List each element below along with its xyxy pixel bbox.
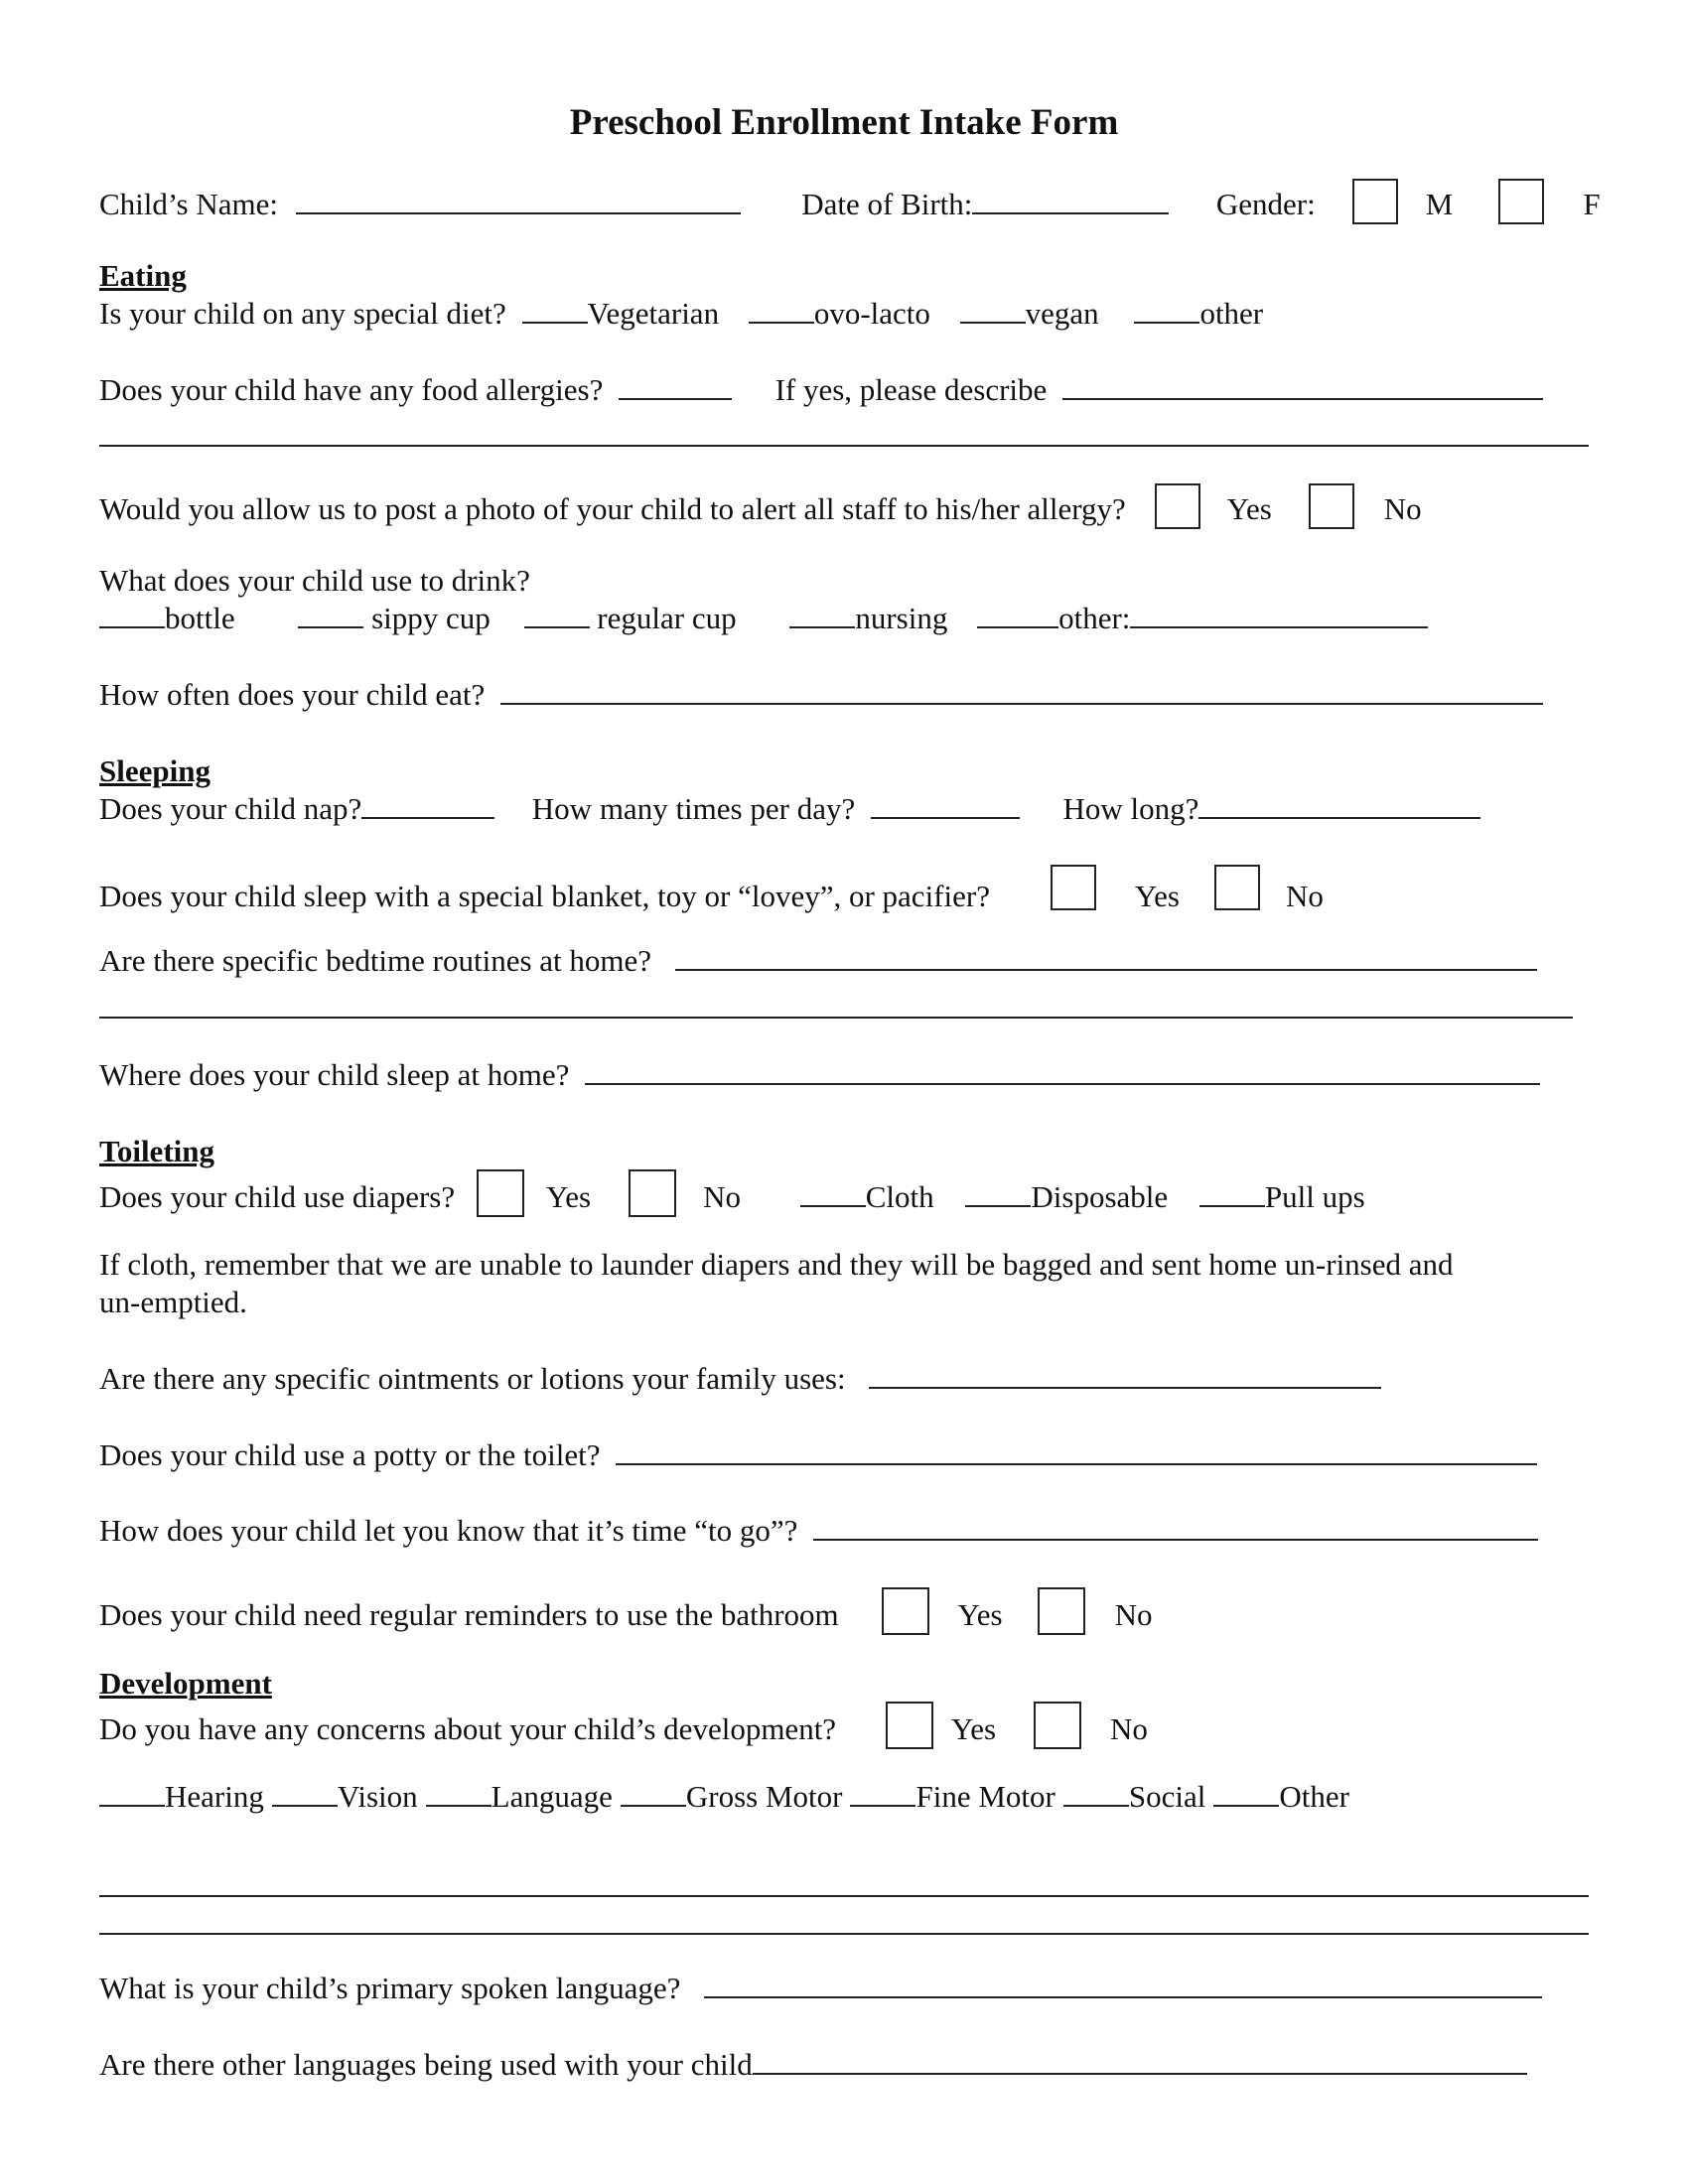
concerns-row — [99, 1702, 1148, 1746]
diet-option: other — [1199, 296, 1264, 331]
diet-option: vegan — [1025, 296, 1099, 331]
ointment-question: Are there any specific ointments or lotions your family uses: — [99, 1361, 846, 1396]
drink-bottle-blank[interactable] — [99, 601, 165, 628]
nap-length-question: How long? — [1062, 791, 1199, 826]
nap-field[interactable] — [361, 791, 494, 819]
cloth-note-line-1: If cloth, remember that we are unable to launder diapers and they will be bagged and sent home un-rinsed and — [99, 1247, 1454, 1282]
potty-question: Does your child use a potty or the toilet? — [99, 1437, 601, 1472]
drink-option: other: — [1058, 601, 1131, 635]
bedtime-line[interactable] — [99, 1017, 1573, 1019]
concerns-no-checkbox[interactable] — [1034, 1702, 1081, 1749]
sleep-where-question: Where does your child sleep at home? — [99, 1057, 570, 1092]
drink-question: What does your child use to drink? — [99, 563, 530, 598]
nap-row — [99, 789, 1480, 829]
bedtime-field[interactable] — [675, 943, 1537, 971]
gender-m-label: M — [1425, 187, 1454, 221]
diaper-disposable-blank[interactable] — [965, 1179, 1031, 1207]
gender-m-checkbox[interactable] — [1352, 179, 1398, 224]
allergy-question: Does your child have any food allergies? — [99, 372, 604, 407]
lovey-row — [99, 865, 1324, 913]
diaper-pullups-blank[interactable] — [1199, 1179, 1265, 1207]
sleep-where-row — [99, 1055, 1540, 1095]
drink-other-field[interactable] — [1130, 601, 1428, 628]
eat-often-field[interactable] — [500, 677, 1543, 705]
concern-areas-row — [99, 1777, 1349, 1817]
diaper-option: Pull ups — [1264, 1179, 1365, 1214]
allergy-describe-label: If yes, please describe — [774, 372, 1048, 407]
diapers-yes-checkbox[interactable] — [477, 1169, 524, 1217]
concern-area: Hearing — [165, 1779, 264, 1814]
drink-option: nursing — [855, 601, 948, 635]
bedtime-row — [99, 941, 1537, 981]
allergy-describe-line[interactable] — [99, 445, 1589, 447]
reminders-yes-label: Yes — [957, 1597, 1003, 1632]
diapers-question: Does your child use diapers? — [99, 1179, 456, 1214]
primary-language-row — [99, 1969, 1542, 2008]
development-heading: Development — [99, 1666, 272, 1701]
child-name-field[interactable] — [296, 187, 741, 214]
area-fine-motor-blank[interactable] — [850, 1779, 915, 1807]
gender-f-checkbox[interactable] — [1498, 179, 1544, 224]
other-languages-question: Are there other languages being used with your child — [99, 2047, 753, 2082]
area-gross-motor-blank[interactable] — [621, 1779, 686, 1807]
togo-row — [99, 1511, 1538, 1551]
drink-cup-blank[interactable] — [524, 601, 590, 628]
togo-question: How does your child let you know that it’s time “to go”? — [99, 1513, 798, 1548]
diet-vegan-blank[interactable] — [960, 296, 1026, 324]
togo-field[interactable] — [813, 1513, 1538, 1541]
eat-often-row — [99, 675, 1543, 715]
concern-area: Fine Motor — [915, 1779, 1055, 1814]
area-other-blank[interactable] — [1213, 1779, 1279, 1807]
dob-label: Date of Birth: — [801, 187, 973, 221]
primary-language-field[interactable] — [704, 1971, 1542, 1998]
concerns-question: Do you have any concerns about your child’s development? — [99, 1711, 837, 1746]
drink-sippy-blank[interactable] — [298, 601, 363, 628]
sleeping-heading: Sleeping — [99, 753, 211, 788]
lovey-question: Does your child sleep with a special blanket, toy or “lovey”, or pacifier? — [99, 879, 990, 913]
nap-length-field[interactable] — [1198, 791, 1480, 819]
nap-question: Does your child nap? — [99, 791, 362, 826]
reminders-no-checkbox[interactable] — [1038, 1587, 1085, 1635]
photo-yes-label: Yes — [1226, 491, 1272, 526]
drink-nursing-blank[interactable] — [789, 601, 855, 628]
diapers-yes-label: Yes — [545, 1179, 592, 1214]
reminders-no-label: No — [1114, 1597, 1153, 1632]
diet-row — [99, 294, 1263, 334]
nap-times-question: How many times per day? — [531, 791, 856, 826]
bedtime-question: Are there specific bedtime routines at home? — [99, 943, 652, 978]
child-name-label: Child’s Name: — [99, 187, 278, 221]
photo-row — [99, 483, 1422, 526]
drink-other-blank[interactable] — [977, 601, 1058, 628]
concern-area: Gross Motor — [685, 1779, 843, 1814]
other-languages-row — [99, 2045, 1527, 2085]
area-language-blank[interactable] — [426, 1779, 492, 1807]
gender-label: Gender: — [1215, 187, 1316, 221]
diapers-no-checkbox[interactable] — [629, 1169, 676, 1217]
area-vision-blank[interactable] — [272, 1779, 338, 1807]
ointment-field[interactable] — [869, 1361, 1381, 1389]
area-hearing-blank[interactable] — [99, 1779, 165, 1807]
diaper-option: Disposable — [1031, 1179, 1169, 1214]
diapers-no-label: No — [703, 1179, 741, 1214]
lovey-yes-label: Yes — [1134, 879, 1180, 913]
form-title: Preschool Enrollment Intake Form — [569, 102, 1119, 143]
diet-question: Is your child on any special diet? — [99, 296, 506, 331]
photo-question: Would you allow us to post a photo of your child to alert all staff to his/her allergy? — [99, 491, 1126, 526]
eating-heading: Eating — [99, 258, 187, 293]
lovey-no-label: No — [1285, 879, 1324, 913]
concern-area: Other — [1279, 1779, 1349, 1814]
primary-language-question: What is your child’s primary spoken language? — [99, 1971, 681, 2005]
concerns-line-2[interactable] — [99, 1933, 1589, 1935]
photo-yes-checkbox[interactable] — [1155, 483, 1200, 529]
diaper-cloth-blank[interactable] — [800, 1179, 866, 1207]
concern-area: Social — [1128, 1779, 1206, 1814]
other-languages-field[interactable] — [753, 2047, 1527, 2075]
area-social-blank[interactable] — [1063, 1779, 1129, 1807]
ointment-row — [99, 1359, 1381, 1399]
concerns-line-1[interactable] — [99, 1895, 1589, 1897]
drink-option: sippy cup — [371, 601, 491, 635]
cloth-note-line-2: un-emptied. — [99, 1285, 247, 1319]
photo-no-checkbox[interactable] — [1309, 483, 1354, 529]
allergy-describe-field[interactable] — [1062, 372, 1543, 400]
reminders-yes-checkbox[interactable] — [882, 1587, 929, 1635]
allergy-yes-no-field[interactable] — [619, 372, 732, 400]
diet-ovolacto-blank[interactable] — [749, 296, 814, 324]
diaper-option: Cloth — [865, 1179, 934, 1214]
concerns-no-label: No — [1110, 1711, 1148, 1746]
eat-often-question: How often does your child eat? — [99, 677, 486, 712]
lovey-no-checkbox[interactable] — [1214, 865, 1260, 910]
photo-no-label: No — [1383, 491, 1422, 526]
diet-vegetarian-blank[interactable] — [522, 296, 588, 324]
diapers-row — [99, 1169, 1365, 1214]
concern-area: Language — [491, 1779, 613, 1814]
lovey-yes-checkbox[interactable] — [1051, 865, 1096, 910]
drink-option: regular cup — [597, 601, 737, 635]
reminders-question: Does your child need regular reminders to use the bathroom — [99, 1597, 839, 1632]
concerns-yes-label: Yes — [950, 1711, 997, 1746]
potty-row — [99, 1435, 1537, 1475]
allergy-row — [99, 370, 1543, 410]
toileting-heading: Toileting — [99, 1134, 214, 1168]
drink-options-row — [99, 599, 1428, 638]
concerns-yes-checkbox[interactable] — [886, 1702, 933, 1749]
diet-option: ovo-lacto — [813, 296, 930, 331]
drink-option: bottle — [165, 601, 235, 635]
sleep-where-field[interactable] — [585, 1057, 1540, 1085]
gender-f-label: F — [1583, 187, 1601, 221]
header-row — [99, 179, 1601, 221]
concern-area: Vision — [337, 1779, 418, 1814]
dob-field[interactable] — [972, 187, 1169, 214]
nap-times-field[interactable] — [871, 791, 1020, 819]
diet-option: Vegetarian — [587, 296, 720, 331]
reminders-row — [99, 1587, 1153, 1632]
diet-other-blank[interactable] — [1134, 296, 1199, 324]
potty-field[interactable] — [616, 1437, 1537, 1465]
